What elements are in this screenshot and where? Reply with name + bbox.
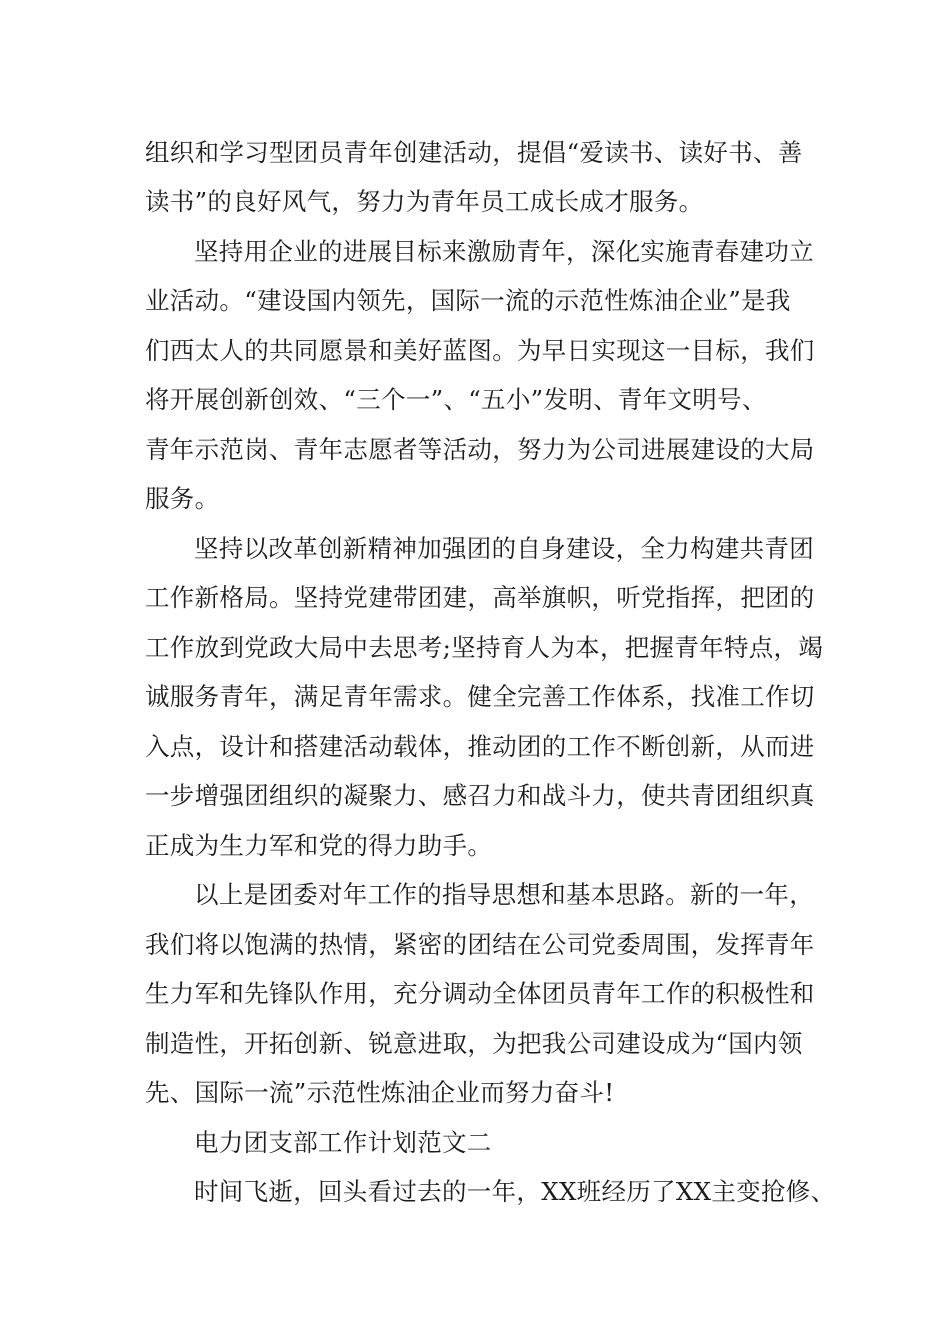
text-line: 一步增强团组织的凝聚力、感召力和战斗力，使共青团组织真	[145, 781, 815, 810]
text-line: 正成为生力军和党的得力助手。	[145, 831, 493, 860]
text-line: 工作放到党政大局中去思考;坚持育人为本，把握青年特点，竭	[145, 633, 824, 662]
text-line: 们西太人的共同愿景和美好蓝图。为早日实现这一目标，我们	[145, 336, 815, 365]
paragraph-start-line: 时间飞逝，回头看过去的一年，XX班经历了XX主变抢修、	[194, 1177, 836, 1206]
text-line: 先、国际一流”示范性炼油企业而努力奋斗!	[145, 1078, 615, 1107]
text-line: 我们将以饱满的热情，紧密的团结在公司党委周围，发挥青年	[145, 930, 815, 959]
text-line: 入点，设计和搭建活动载体，推动团的工作不断创新，从而进	[145, 732, 815, 761]
paragraph-start-line: 坚持以改革创新精神加强团的自身建设，全力构建共青团	[194, 534, 814, 563]
text-line: 业活动。“建设国内领先，国际一流的示范性炼油企业”是我	[145, 286, 791, 315]
text-line: 诚服务青年，满足青年需求。健全完善工作体系，找准工作切	[145, 682, 815, 711]
section-heading: 电力团支部工作计划范文二	[194, 1128, 492, 1157]
text-line: 服务。	[145, 484, 220, 513]
text-line: 青年示范岗、青年志愿者等活动，努力为公司进展建设的大局	[145, 435, 815, 464]
text-line: 组织和学习型团员青年创建活动，提倡“爱读书、读好书、善	[145, 138, 803, 167]
text-line: 工作新格局。坚持党建带团建，高举旗帜，听党指挥，把团的	[145, 583, 815, 612]
text-line: 制造性，开拓创新、锐意进取，为把我公司建设成为“国内领	[145, 1029, 803, 1058]
text-line: 将开展创新创效、“三个一”、“五小”发明、青年文明号、	[145, 385, 767, 414]
text-line: 读书”的良好风气，努力为青年员工成长成才服务。	[145, 187, 704, 216]
paragraph-start-line: 以上是团委对年工作的指导思想和基本思路。新的一年，	[194, 880, 814, 909]
text-line: 生力军和先锋队作用，充分调动全体团员青年工作的积极性和	[145, 979, 815, 1008]
paragraph-start-line: 坚持用企业的进展目标来激励青年，深化实施青春建功立	[194, 237, 814, 266]
